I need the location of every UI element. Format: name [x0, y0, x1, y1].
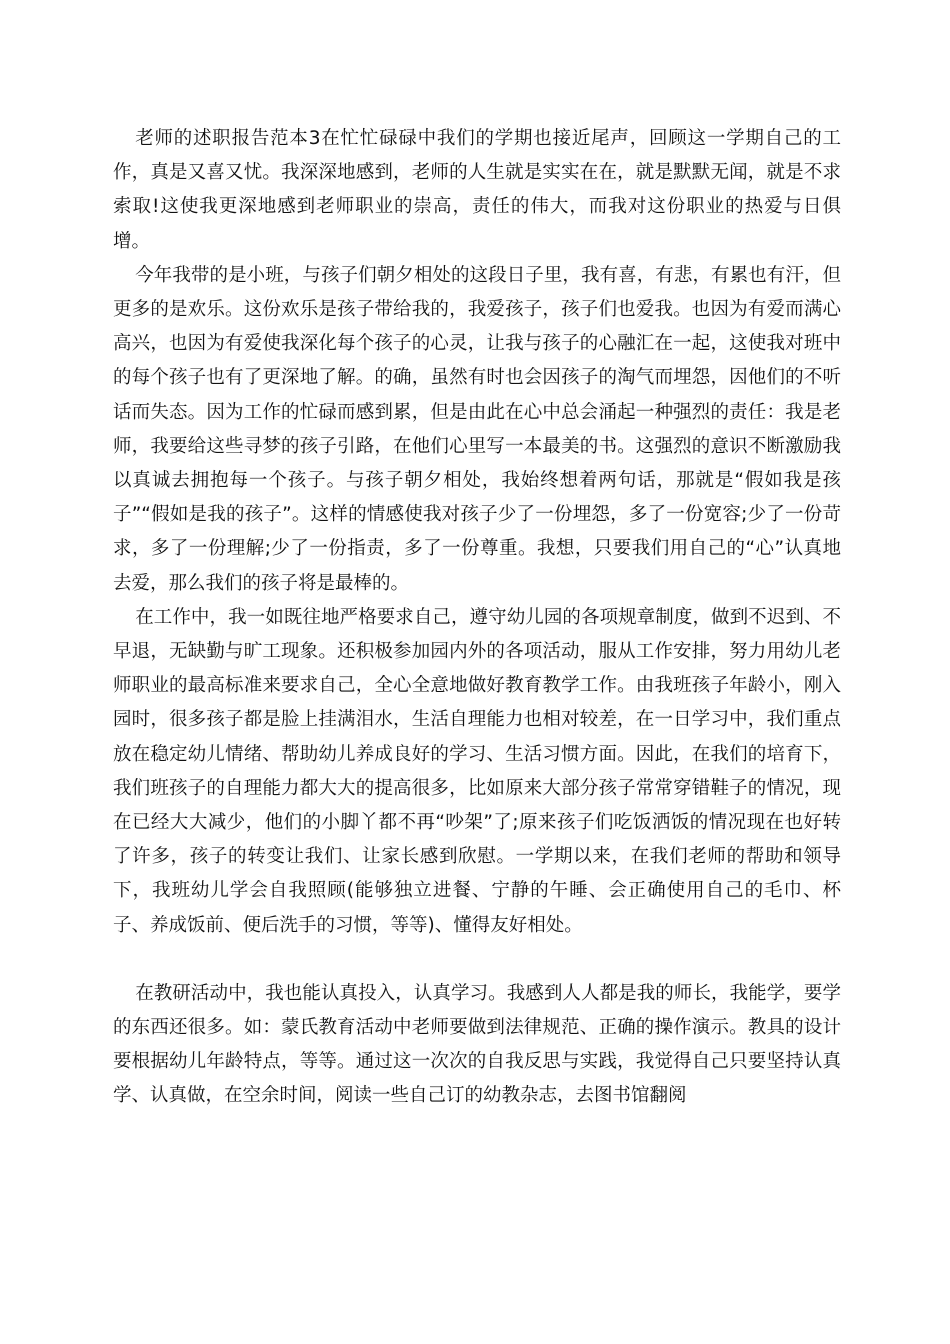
- paragraph-work-discipline: 在工作中，我一如既往地严格要求自己，遵守幼儿园的各项规章制度，做到不迟到、不早退，无缺勤与旷工现象。还积极参加园内外的各项活动，服从工作安排，努力用幼儿老师职业的最高标准来要求自己，全心全意地做好教育教学工作。由我班孩子年龄小，刚入园时，很多孩子都是脸上挂满泪水，生活自理能力也相对较差，在一日学习中，我们重点放在稳定幼儿情绪、帮助幼儿养成良好的学习、生活习惯方面。因此，在我们的培育下，我们班孩子的自理能力都大大的提高很多，比如原来大部分孩子常常穿错鞋子的情况，现在已经大大减少，他们的小脚丫都不再“吵架”了;原来孩子们吃饭洒饭的情况现在也好转了许多，孩子的转变让我们、让家长感到欣慰。一学期以来，在我们老师的帮助和领导下，我班幼儿学会自我照顾(能够独立进餐、宁静的午睡、会正确使用自己的毛巾、杯子、养成饭前、便后洗手的习惯，等等)、懂得友好相处。: [113, 606, 841, 936]
- paragraph-love-for-children: 今年我带的是小班，与孩子们朝夕相处的这段日子里，我有喜，有悲，有累也有汗，但更多的是欢乐。这份欢乐是孩子带给我的，我爱孩子，孩子们也爱我。也因为有爱而满心高兴，也因为有爱使我深化每个孩子的心灵，让我与孩子的心融汇在一起，这使我对班中的每个孩子也有了更深地了解。的确，虽然有时也会因孩子的淘气而埋怨，因他们的不听话而失态。因为工作的忙碌而感到累，但是由此在心中总会涌起一种强烈的责任：我是老师，我要给这些寻梦的孩子引路，在他们心里写一本最美的书。这强烈的意识不断激励我以真诚去拥抱每一个孩子。与孩子朝夕相处，我始终想着两句话，那就是“假如我是孩子”“假如是我的孩子”。这样的情感使我对孩子少了一份埋怨，多了一份宽容;少了一份苛求，多了一份理解;少了一份指责，多了一份尊重。我想，只要我们用自己的“心”认真地去爱，那么我们的孩子将是最棒的。: [113, 264, 841, 594]
- paragraph-teaching-research: 在教研活动中，我也能认真投入，认真学习。我感到人人都是我的师长，我能学，要学的东西还很多。如：蒙氏教育活动中老师要做到法律规范、正确的操作演示。教具的设计要根据幼儿年龄特点，等等。通过这一次次的自我反思与实践，我觉得自己只要坚持认真学、认真做，在空余时间，阅读一些自己订的幼教杂志，去图书馆翻阅: [113, 982, 841, 1107]
- paragraph-intro: 老师的述职报告范本3在忙忙碌碌中我们的学期也接近尾声，回顾这一学期自己的工作，真是又喜又忧。我深深地感到，老师的人生就是实实在在，就是默默无闻，就是不求索取!这使我更深地感到老师职业的崇高，责任的伟大，而我对这份职业的热爱与日俱增。: [113, 128, 841, 252]
- document-body: [113, 122, 841, 1114]
